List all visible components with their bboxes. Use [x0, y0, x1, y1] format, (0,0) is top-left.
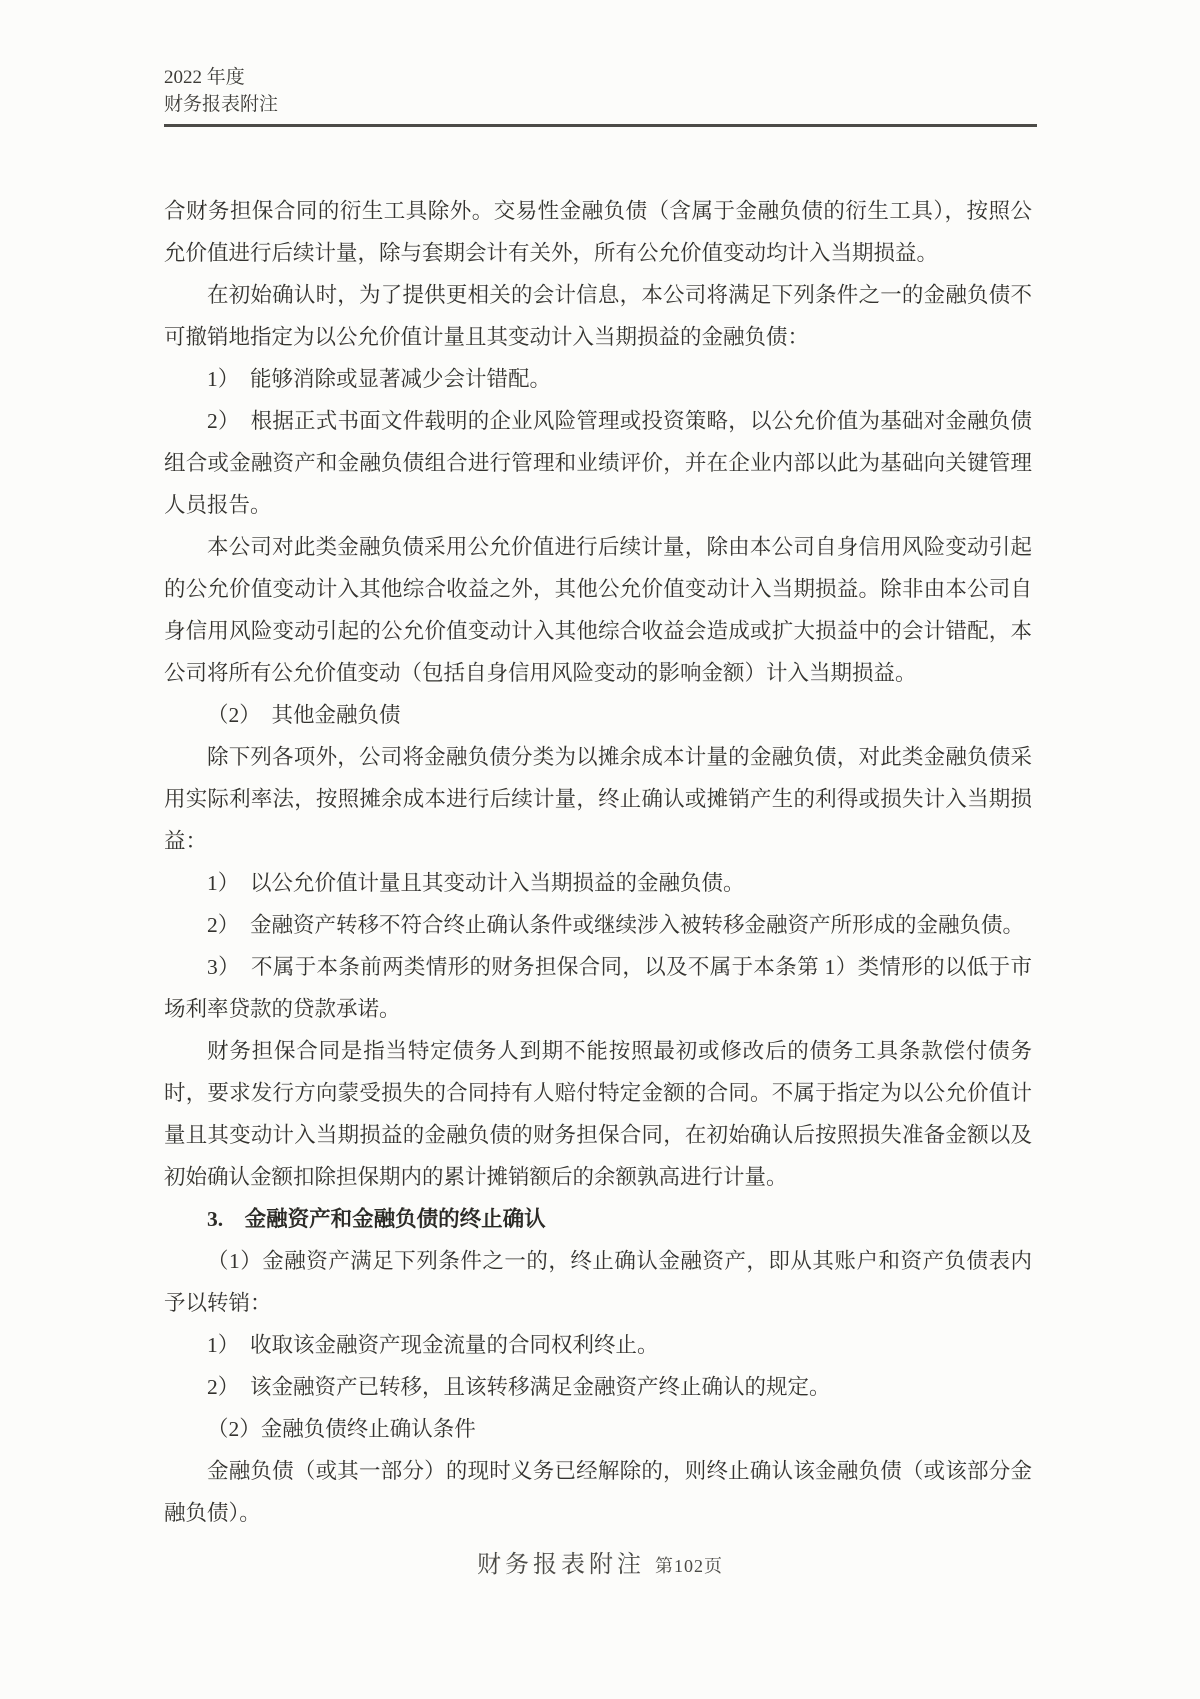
header-year: 2022 年度: [164, 67, 245, 88]
para-liability-obligation-discharged: 金融负债（或其一部分）的现时义务已经解除的，则终止确认该金融负债（或该部分金融负债）。: [164, 1459, 1032, 1525]
para-financial-guarantee-definition: 财务担保合同是指当特定债务人到期不能按照最初或修改后的债务工具条款偿付债务时，要求发行方向蒙受损失的合同持有人赔付特定金额的合同。不属于指定为以公允价值计量且其变动计入当期损益的金融负债的财务担保合同，在初始确认后按照损失准备金额以及初始确认金额扣除担保期内的累计摊销额后的余额孰高进行计量。: [164, 1039, 1032, 1189]
document-body: [164, 190, 1032, 1534]
para-carryover-trading-liabilities: 合财务担保合同的衍生工具除外。交易性金融负债（含属于金融负债的衍生工具），按照公允价值进行后续计量，除与套期会计有关外，所有公允价值变动均计入当期损益。: [164, 199, 1032, 265]
para-subsequent-fair-value-measurement: 本公司对此类金融负债采用公允价值进行后续计量，除由本公司自身信用风险变动引起的公允价值变动计入其他综合收益之外，其他公允价值变动计入当期损益。除非由本公司自身信用风险变动引起的公允价值变动计入其他综合收益会造成或扩大损益中的会计错配，本公司将所有公允价值变动（包括自身信用风险变动的影响金额）计入当期损益。: [164, 535, 1032, 685]
subheading-liability-derecognition-conditions: （2）金融负债终止确认条件: [207, 1417, 476, 1441]
header-title: 财务报表附注: [164, 94, 279, 115]
footer-page-number: 第102页: [655, 1556, 723, 1576]
para-asset-derecognition-conditions: （1）金融资产满足下列条件之一的，终止确认金融资产，即从其账户和资产负债表内予以转销：: [164, 1249, 1032, 1315]
list-item-1-contractual-rights-terminated: 1） 收取该金融资产现金流量的合同权利终止。: [207, 1333, 659, 1357]
list-item-1-eliminate-mismatch: 1） 能够消除或显著减少会计错配。: [207, 367, 552, 391]
section-heading-derecognition: 3. 金融资产和金融负债的终止确认: [207, 1207, 546, 1231]
list-item-2-asset-transferred: 2） 该金融资产已转移，且该转移满足金融资产终止确认的规定。: [207, 1375, 831, 1399]
para-initial-recognition-designation: 在初始确认时，为了提供更相关的会计信息，本公司将满足下列条件之一的金融负债不可撤销地指定为以公允价值计量且其变动计入当期损益的金融负债：: [164, 283, 1032, 349]
list-item-1-fvtpl-liabilities: 1） 以公允价值计量且其变动计入当期损益的金融负债。: [207, 871, 745, 895]
para-amortized-cost-classification: 除下列各项外，公司将金融负债分类为以摊余成本计量的金融负债，对此类金融负债采用实际利率法，按照摊余成本进行后续计量，终止确认或摊销产生的利得或损失计入当期损益：: [164, 745, 1032, 853]
subheading-other-financial-liabilities: （2） 其他金融负债: [207, 703, 401, 727]
page-footer: [0, 1544, 1200, 1579]
list-item-2-risk-management-strategy: 2） 根据正式书面文件载明的企业风险管理或投资策略，以公允价值为基础对金融负债组合或金融资产和金融负债组合进行管理和业绩评价，并在企业内部以此为基础向关键管理人员报告。: [164, 409, 1032, 517]
list-item-3-guarantee-contracts-loan-commitments: 3） 不属于本条前两类情形的财务担保合同，以及不属于本条第 1）类情形的以低于市场利率贷款的贷款承诺。: [164, 955, 1032, 1021]
page-header: [164, 64, 1037, 127]
footer-title: 财务报表附注: [477, 1552, 645, 1578]
list-item-2-transfer-not-qualifying: 2） 金融资产转移不符合终止确认条件或继续涉入被转移金融资产所形成的金融负债。: [207, 913, 1025, 937]
